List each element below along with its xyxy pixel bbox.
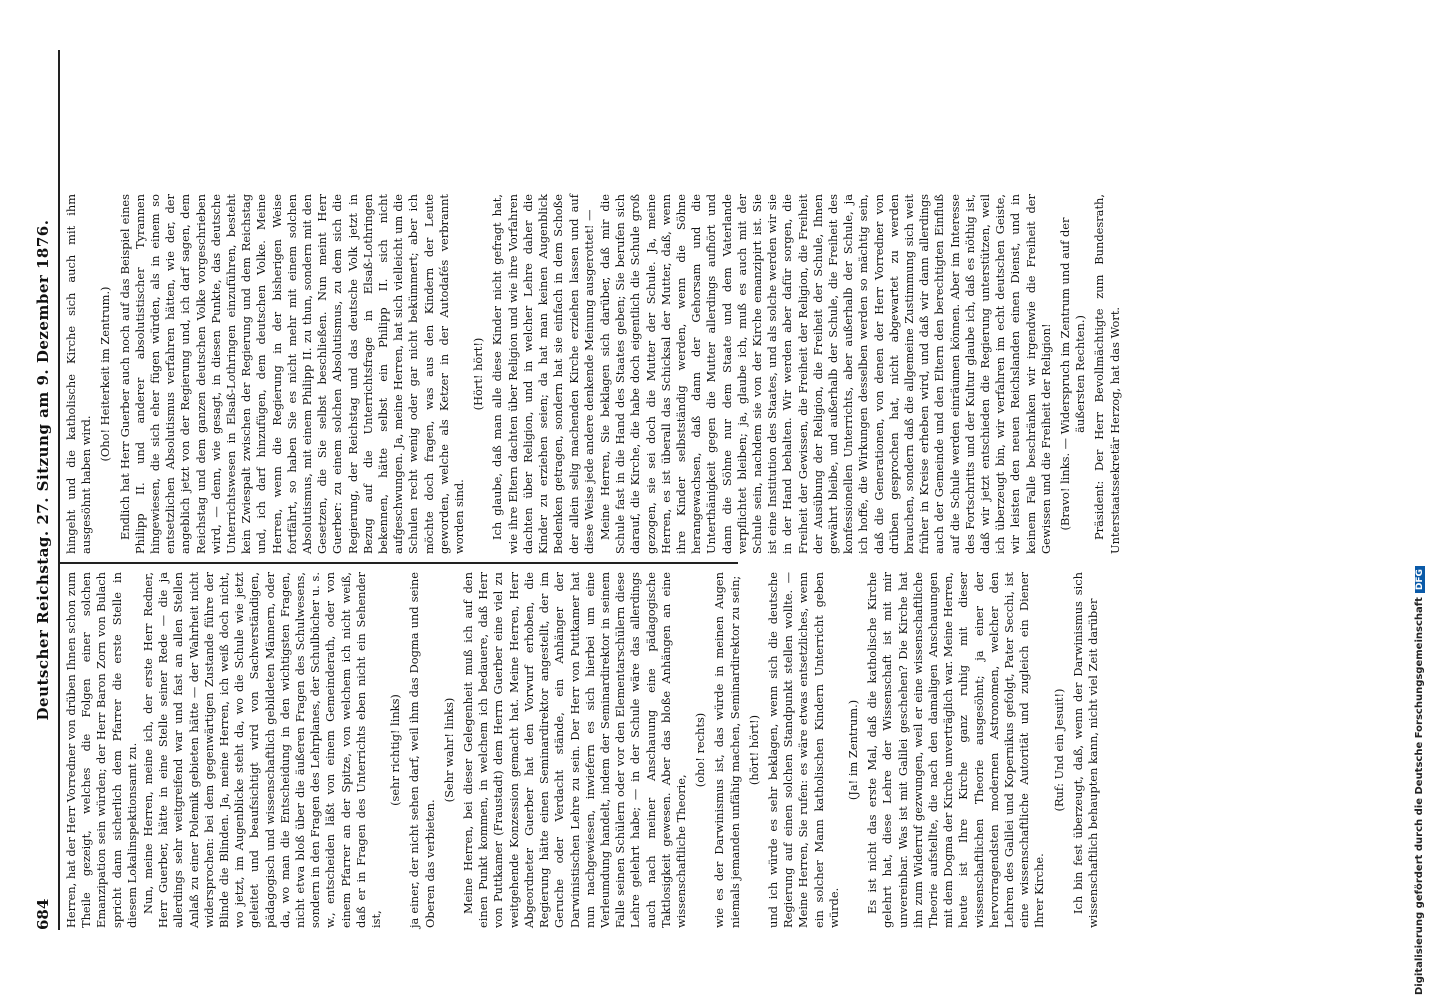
paragraph: Meine Herren, Sie beklagen sich darüber, daß mir die Schule fast in die Hand des Staates geben; Sie berufen sich darauf, die Kirche, die habe doch eigentlich die Schule groß gezogen, sie sei doch die Mutter der Schule. Ja, meine Herren, es ist überall das Schicksal der Mutter, daß, wenn ihre Kinder selbstständig werden, wenn die Söhne herangewachsen, daß dann der Gehorsam und die Unterthänigkeit gegen die Mutter allerdings aufhört und dann die Söhne nur dem Staate und dem Vaterlande verpflichtet bleiben; ja, glaube ich, muß es auch mit der Schule sein, nachdem sie von der Kirche emanzipirt ist. Sie ist eine Institution des Staates, und als solche werden wir sie in der Hand behalten. Wir werden aber dafür sorgen, die Freiheit der Gewissen, die Freiheit der Religion, die Freiheit der Ausübung der Religion, die Freiheit der Schule, Ihnen gewährt bleibe, und außerhalb der Schule, die Freiheit des konfessionellen Unterrichts, aber außerhalb der Schule, ja ich hoffe, die Wirkungen desselben werden so mächtig sein, daß die Generationen, von denen der Herr Vorredner von drüben gesprochen hat, nicht abgewartet zu werden brauchen, sondern daß die allgemeine Zustimmung sich weit früher in Kreise erheben wird, und daß wir dann allerdings auch der Gemeinde und den Eltern den berechtigten Einfluß auf die Schule werden einräumen können. Aber im Interesse des Fortschritts und der Kultur glaube ich, daß es nöthig ist, daß wir jetzt entschieden die Regierung unterstützen, weil ich überzeugt bin, wir verfahren im echt deutschen Geiste, wir leisten den neuen Reichslanden einen Dienst, und in keinem Falle beschränken wir irgendwie die Freiheit der Gewissen und die Freiheit der Religion! <box>597 194 1053 554</box>
paragraph: Herren, hat der Herr Vorredner von drüben Ihnen schon zum Theile gezeigt, welches die Folgen einer solchen Emanzipation sein würden; der Herr Baron Zorn von Bulach spricht dann sicherlich dem Pfarrer die erste Stelle in diesem Lokalinspektionsamt zu. <box>64 572 139 928</box>
paragraph: Ich bin fest überzeugt, daß, wenn der Darwinismus sich wissenschaftlich behaupten kann, nicht viel Zeit darüber <box>1070 572 1100 928</box>
paragraph: Endlich hat Herr Guerber auch noch auf das Beispiel eines Philipp II. und anderer absolutistischer Tyrannen hingewiesen, die sich eher fügen würden, als in einem so entsetzlichen Absolutismus verfahren hätten, wie der, der angeblich jetzt von der Regierung und, ich darf sagen, dem Reichstag und dem ganzen deutschen Volke vorgeschrieben wird, — denn, wie gesagt, in diesen Punkte, das deutsche Unterrichtswesen in Elsaß-Lothringen einzuführen, besteht kein Zwiespalt zwischen der Regierung und dem Reichstag und, ich darf hinzufügen, dem deutschen Volke. Meine Herren, wenn die Regierung in der bisherigen Weise fortfährt, so haben Sie es nicht mehr mit einem solchen Absolutismus, mit einem Philipp II. zu thun, sondern mit den Gesetzen, die Sie selbst beschließen. Nun meint Herr Guerber: zu einem solchen Absolutismus, zu dem sich die Regierung, der Reichstag und das deutsche Volk jetzt in Bezug auf die Unterrichtsfrage in Elsaß-Lothringen bekennen, hätte selbst ein Philipp II. sich nicht aufgeschwungen. Ja, meine Herren, hat sich vielleicht um die Schulen recht wenig oder gar nicht bekümmert; aber ich möchte doch fragen, was aus den Kindern der Leute geworden, welche als Ketzer in der Autodafés verbrannt worden sind. <box>117 194 467 554</box>
page-number: 684 <box>34 898 52 930</box>
interjection: (Ruf: Und ein Jesuit!) <box>1051 688 1066 812</box>
paragraph: Meine Herren, bei dieser Gelegenheit muß ich auf den einen Punkt kommen, in welchem ich bedauere, daß Herr von Puttkamer (Fraustadt) dem Herrn Guerber eine viel zu weitgehende Konzession gemacht hat. Meine Herren, Herr Abgeordneter Guerber hat den Vorwurf erhoben, die Regierung hätte einen Seminardirektor angestellt, der im Geruche oder Verdacht stände, ein Anhänger der Darwinistischen Lehre zu sein. Der Herr von Puttkamer hat nun nachgewiesen, inwiefern es sich hierbei um eine Verleumdung handelt, indem der Seminardirektor in seinem Falle seinen Schülern oder vor den Elementarschülern diese Lehre gelehrt habe; — in der Schule wäre das allerdings auch nach meiner Anschauung eine pädagogische Taktlosigkeit gewesen. Aber das bloße Anhängen an eine wissenschaftliche Theorie, <box>461 572 688 928</box>
left-column <box>64 572 1102 928</box>
paragraph: ja einer, der nicht sehen darf, weil ihm das Dogma und seine Oberen das verbieten. <box>407 572 437 928</box>
paragraph: Nun, meine Herren, meine ich, der erste Herr Redner, Herr Guerber, hätte in eine Stelle seiner Rede — die ja allerdings sehr weitgreifend war und fast an allen Stellen Anlaß zu einer Polemik gebieten hätte — der Wahrheit nicht widersprochen: bei dem gegenwärtigen Zustande führe der Blinde die Blinden. Ja, meine Herren, ich weiß doch nicht, wo jetzt, im Augenblicke steht da, wo die Schule wie jetzt geleitet und beaufsichtigt wird von Sachverständigen, pädagogisch und wissenschaftlich gebildeten Männern, oder da, wo man die Entscheidung in den wichtigsten Fragen, nicht etwa bloß über die äußeren Fragen des Schulwesens, sondern in den Fragen des Lehrplanes, der Schulbücher u. s. w., entscheiden läßt von einem Gemeinderath, oder von einem Pfarrer an der Spitze, von welchem ich nicht weiß, daß er in Fragen des Unterrichts eben nicht ein Sehender ist, <box>141 572 384 928</box>
interjection: (oho! rechts) <box>693 712 708 788</box>
paragraph: wie es der Darwinismus ist, das würde in meinen Augen niemals jemanden unfähig machen, Seminardirektor zu sein; <box>712 572 742 928</box>
interjection: (Bravo! links. — Widerspruch im Zentrum und auf der äußersten Rechten.) <box>1058 217 1088 531</box>
interjection: (sehr richtig! links) <box>388 694 403 806</box>
digitization-credit <box>1414 5 1425 995</box>
interjection: (hört! hört!) <box>746 714 761 786</box>
credit-text: Digitalisierung gefördert durch die Deutsche Forschungsgemeinschaft <box>1414 597 1425 995</box>
paragraph: Ich glaube, daß man alle diese Kinder nicht gefragt hat, wie ihre Eltern dachten über Religion und wie ihre Vorfahren dachten über Religion, und in welcher Lehre daher die Kinder zu erziehen seien; da hat man keinen Augenblick Bedenken getragen, sondern hat sie einfach in dem Schoße der allein selig machenden Kirche erziehen lassen und auf diese Weise jede andere denkende Meinung ausgerottet! — <box>490 194 596 554</box>
page-header <box>34 50 56 930</box>
header-rule <box>58 50 60 930</box>
right-column <box>64 194 1124 554</box>
running-head: Deutscher Reichstag. 27. Sitzung am 9. Dezember 1876. <box>34 219 52 721</box>
interjection: (Sehr wahr! links) <box>441 697 456 803</box>
column-divider <box>58 562 738 564</box>
interjection: (Hört! hört!) <box>471 337 486 411</box>
interjection: (Ja! im Zentrum.) <box>845 699 860 801</box>
interjection: (Oho! Heiterkeit im Zentrum.) <box>98 286 113 462</box>
paragraph: und ich würde es sehr beklagen, wenn sich die deutsche Regierung auf einen solchen Standpunkt stellen wollte. — Meine Herren, Sie rufen: es wäre etwas entsetzliches, wenn ein solcher Mann katholischen Kindern Unterricht geben würde. <box>765 572 841 928</box>
paragraph: Präsident: Der Herr Bevollmächtigte zum Bundesrath, Unterstaatssekretär Herzog, hat das Wort. <box>1092 194 1122 554</box>
paragraph: Es ist nicht das erste Mal, daß die katholische Kirche gelehrt hat, diese Lehre der Wissenschaft ist mit mir unvereinbar. Was ist mit Galilei geschehen? Die Kirche hat ihn zum Widerruf gezwungen, weil er eine wissenschaftliche Theorie aufstellte, die nach den damaligen Anschauungen mit dem Dogma der Kirche unverträglich war. Meine Herren, heute ist Ihre Kirche ganz ruhig mit dieser wissenschaftlichen Theorie ausgesöhnt; ja einer der hervorragendsten modernen Astronomen, welcher den Lehren des Galilei und Kopernikus gefolgt, Pater Secchi, ist eine wissenschaftliche Autorität und zugleich ein Diener Ihrer Kirche. <box>865 572 1047 928</box>
paragraph: hingeht und die katholische Kirche sich auch mit ihm ausgesöhnt haben wird. <box>64 194 94 554</box>
dfg-logo: DFG <box>1415 566 1425 593</box>
